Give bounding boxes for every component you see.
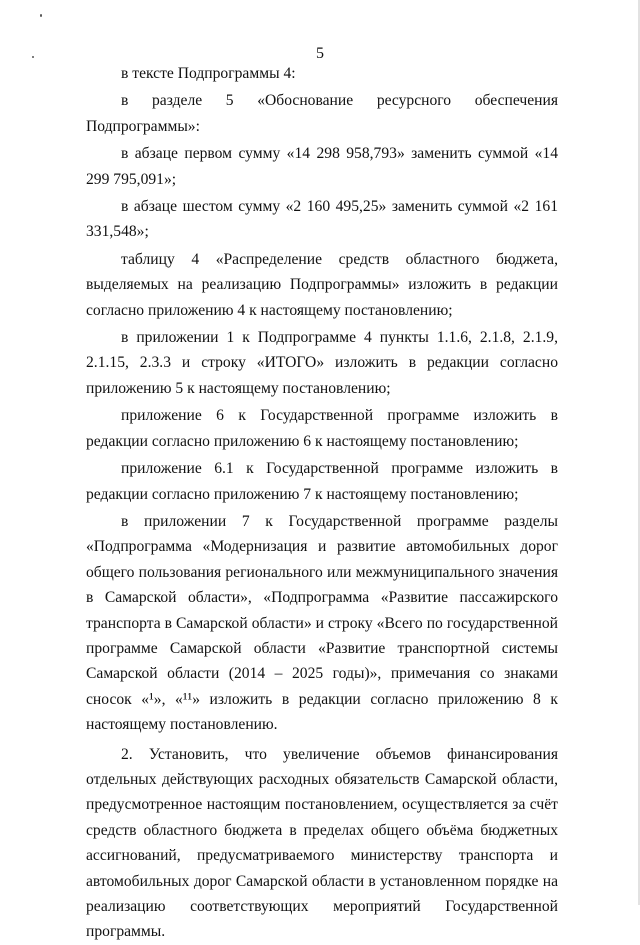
paragraph: в абзаце шестом сумму «2 160 495,25» заменить суммой «2 161 331,548»;	[86, 198, 558, 241]
paragraph: приложение 6 к Государственной программе изложить в редакции согласно приложению 6 к настоящему постановлению;	[86, 407, 558, 450]
paragraph: в разделе 5 «Обоснование ресурсного обеспечения Подпрограммы»:	[86, 92, 558, 135]
paragraph: в приложении 7 к Государственной программе разделы «Подпрограмма «Модернизация и развитие автомобильных дорог общего пользования регионального или межмуниципального значения в Самарской области», «Подпрограмма «Развитие пассажирского транспорта в Самарской области» и строку «Всего по государственной программе Самарской области «Развитие транспортной системы Самарской области (2014 – 2025 годы)», примечания со знаками сносок «¹», «¹¹» изложить в редакции согласно приложению 8 к настоящему постановлению.	[86, 512, 558, 734]
scan-speck	[40, 14, 42, 17]
paragraph: в приложении 1 к Подпрограмме 4 пункты 1.1.6, 2.1.8, 2.1.9, 2.1.15, 2.3.3 и строку «ИТОГО» изложить в редакции согласно приложению 5 к настоящему постановлению;	[86, 329, 558, 397]
page-number: 5	[316, 45, 324, 62]
paragraph: таблицу 4 «Распределение средств областного бюджета, выделяемых на реализацию Подпрограммы» изложить в редакции согласно приложению 4 к настоящему постановлению;	[86, 250, 558, 319]
paragraph: в тексте Подпрограммы 4:	[121, 65, 296, 82]
paragraph: в абзаце первом сумму «14 298 958,793» заменить суммой «14 299 795,091»;	[86, 145, 558, 188]
paragraph: приложение 6.1 к Государственной программе изложить в редакции согласно приложению 7 к настоящему постановлению;	[86, 460, 558, 503]
paragraph: 2. Установить, что увеличение объемов финансирования отдельных действующих расходных обязательств Самарской области, предусмотренное настоящим постановлением, осуществляется за счёт средств областного бюджета в пределах общего объёма бюджетных ассигнований, предусматриваемого министерству транспорта и автомобильных дорог Самарской области в установленном порядке на реализацию соответствующих мероприятий Государственной программы.	[86, 745, 558, 941]
document-body	[86, 61, 558, 945]
